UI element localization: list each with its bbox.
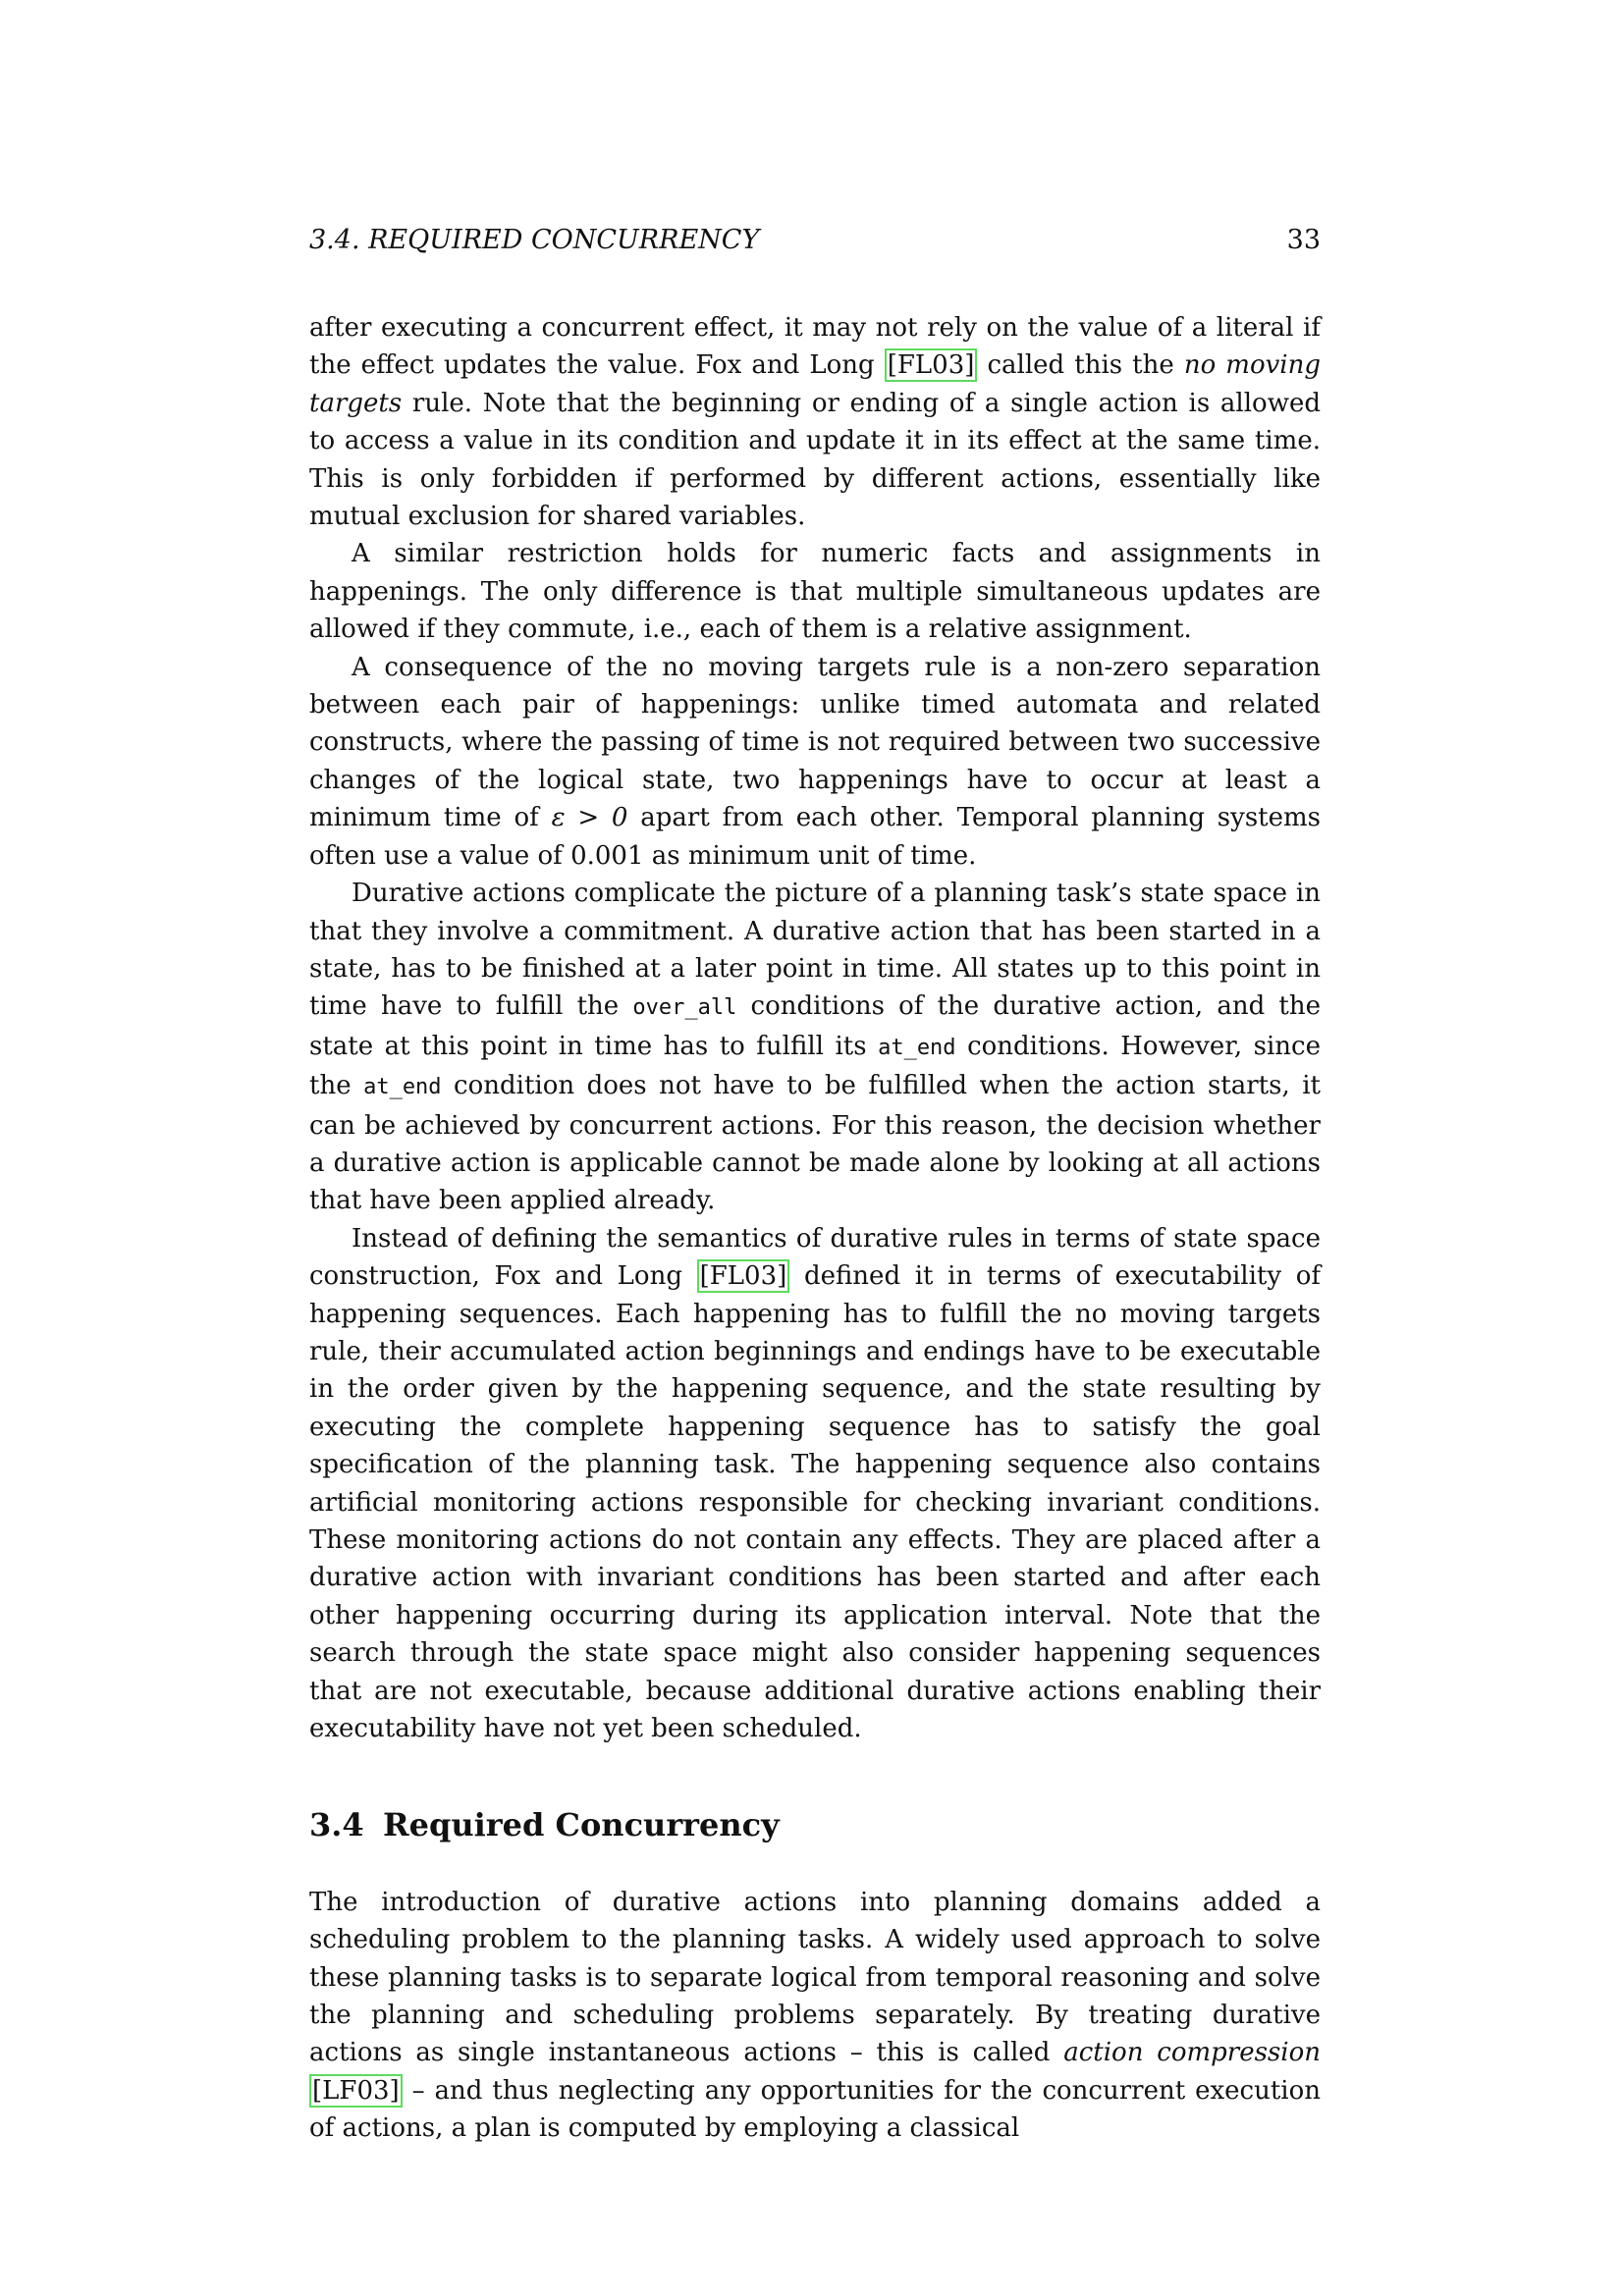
running-header xyxy=(309,225,1321,255)
text: conditions. However, since the xyxy=(309,1031,1321,1101)
section-title: Required Concurrency xyxy=(383,1806,780,1844)
text: defined it in terms of executability of happening sequences. Each happening has to fulfill the no moving targets rule, their accumulated action beginnings and endings have to be executable in the order given by the happening sequence, and the state resulting by executing the complete happening sequence has to satisfy the goal specification of the planning task. The happening sequence also contains artificial monitoring actions responsible for checking invariant conditions. These monitoring actions do not contain any effects. They are placed after a durative action with invariant conditions has been started and after each other happening occurring during its application interval. Note that the search through the state space might also consider happening sequences that are not executable, because additional durative actions enabling their executability have not yet been scheduled. xyxy=(309,1261,1321,1744)
section-number: 3.4 xyxy=(309,1806,364,1844)
code-at-end: at_end xyxy=(878,1035,956,1060)
text: condition does not have to be fulfilled when the action starts, it can be achieved by concurrent actions. For this reason, the decision whether a durative action is applicable cannot be made alone by looking at all actions that have been applied already. xyxy=(309,1071,1321,1216)
text: conditions of the durative action, and the state at this point in time has to fulfill its xyxy=(309,991,1322,1061)
paragraph-5 xyxy=(309,1220,1321,1748)
paragraph-4 xyxy=(309,875,1321,1220)
citation-link-fl03[interactable]: [FL03] xyxy=(885,348,978,382)
header-section-title: 3.4. REQUIRED CONCURRENCY xyxy=(309,225,760,255)
emphasis: no moving targets xyxy=(309,350,1321,418)
text: called this the xyxy=(977,350,1184,381)
text: Instead of defining the semantics of durative rules in terms of state space construction, Fox and Long xyxy=(309,1223,1321,1292)
citation-link-fl03[interactable]: [FL03] xyxy=(697,1259,790,1293)
paragraph-6 xyxy=(309,1884,1321,2148)
text: A consequence of the no moving targets rule is a non-zero separation between each pair of happenings: unlike timed automata and related constructs, where the passing of time is not required between two successive changes of the logical state, two happenings have to occur at least a minimum time of xyxy=(309,652,1321,833)
code-at-end: at_end xyxy=(363,1075,442,1100)
text: Durative actions complicate the picture of a planning task’s state space in that they involve a commitment. A durative action that has been started in a state, has to be finished at a later point in time. All states up to this point in time have to fulfill the xyxy=(309,879,1321,1022)
body-text xyxy=(309,309,1321,2148)
page-number: 33 xyxy=(1286,225,1321,255)
text: apart from each other. Temporal planning systems often use a value of 0.001 as minimum unit of time. xyxy=(309,803,1321,871)
citation-link-lf03[interactable]: [LF03] xyxy=(309,2074,403,2108)
code-over-all: over_all xyxy=(632,995,737,1021)
section-heading xyxy=(309,1806,1321,1843)
emphasis: action compression xyxy=(1063,2038,1322,2068)
paragraph-2: A similar restriction holds for numeric facts and assignments in happenings. The only difference is that multiple simultaneous updates are allowed if they commute, i.e., each of them is a relative assignment. xyxy=(309,539,1321,645)
text: rule. Note that the beginning or ending of a single action is allowed to access a value in its condition and update it in its effect at the same time. This is only forbidden if performed by different actions, essentially like mutual exclusion for shared variables. xyxy=(309,388,1321,532)
text: after executing a concurrent effect, it may not rely on the value of a literal if the effect updates the value. Fox and Long xyxy=(309,313,1321,381)
paragraph-1 xyxy=(309,309,1321,535)
text: – and thus neglecting any opportunities for the concurrent execution of actions, a plan is computed by employing a classical xyxy=(309,2075,1321,2144)
math-expression: ε > 0 xyxy=(551,803,628,833)
paragraph-3 xyxy=(309,649,1321,875)
text: The introduction of durative actions into planning domains added a scheduling problem to the planning tasks. A widely used approach to solve these planning tasks is to separate logical from temporal reasoning and solve the planning and scheduling problems separately. By treating durative actions as single instantaneous actions – this is called xyxy=(309,1887,1321,2068)
